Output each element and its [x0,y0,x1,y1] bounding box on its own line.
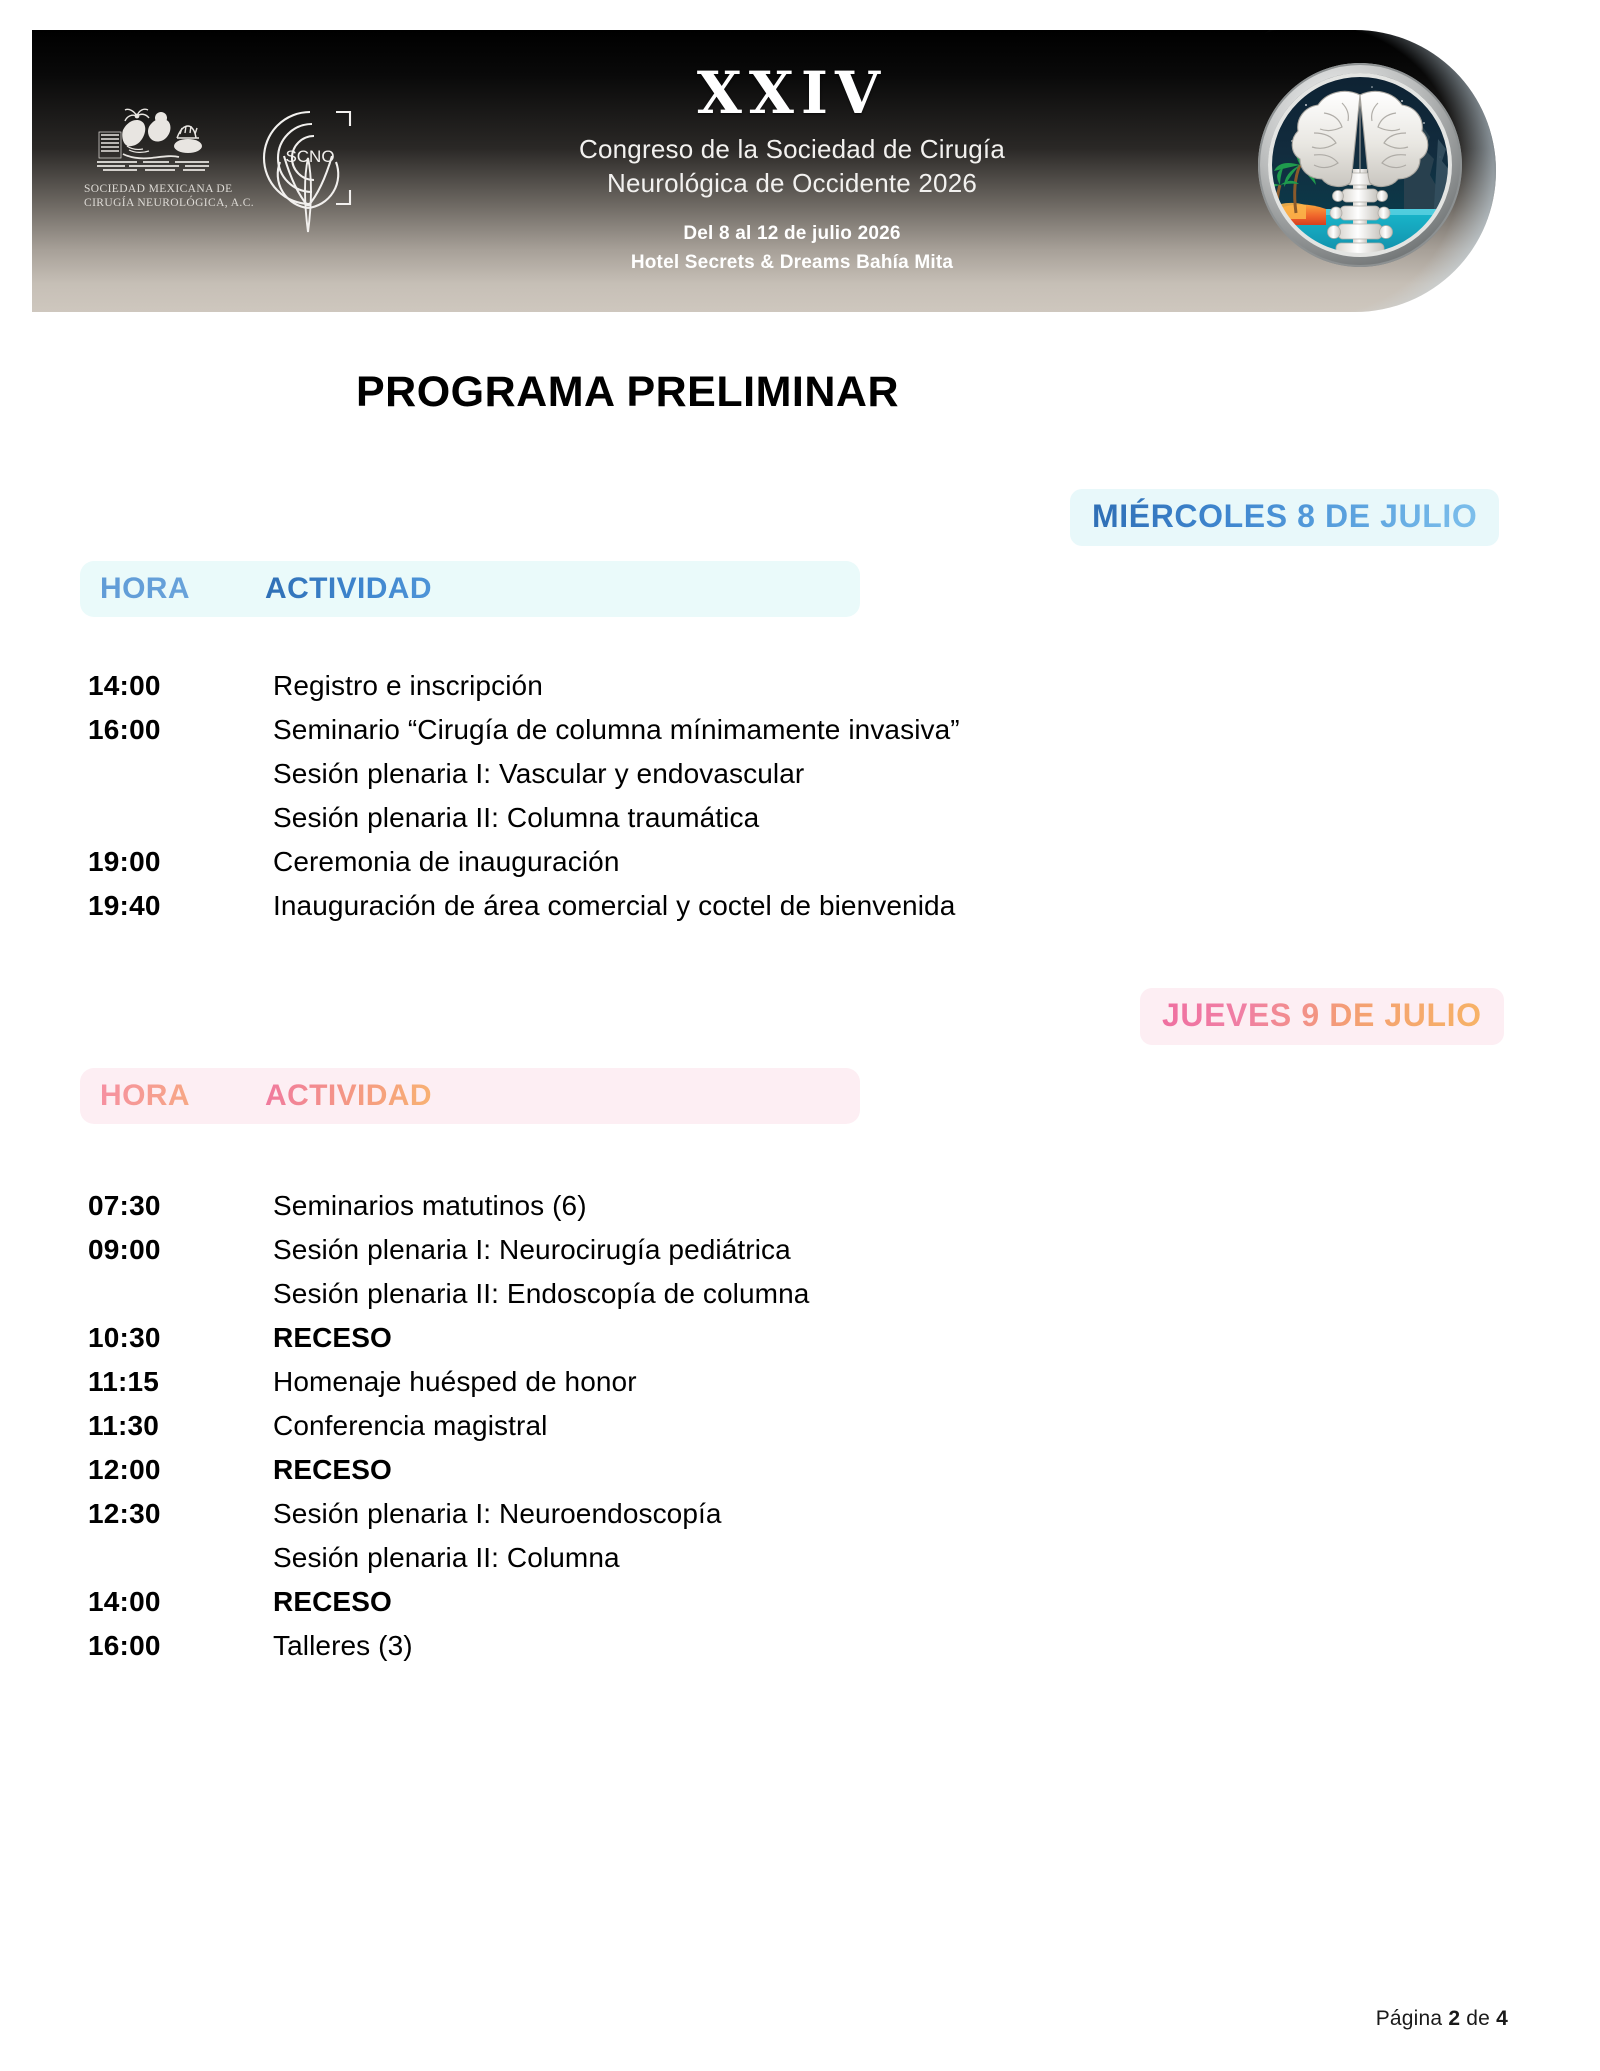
footer-separator: de [1466,2007,1491,2030]
header-banner [32,30,1496,312]
table-row [88,714,1388,758]
row-time: 09:00 [88,1234,161,1265]
column-header-actividad: ACTIVIDAD [265,1079,432,1112]
row-time: 11:15 [88,1366,160,1397]
row-time: 19:00 [88,846,161,877]
row-time: 12:00 [88,1454,161,1485]
row-activity: Seminarios matutinos (6) [273,1190,587,1221]
table-row [88,1498,1388,1542]
table-row [88,846,1388,890]
table-row [88,1366,1388,1410]
day-badge-thursday-label: JUEVES 9 DE JULIO [1162,997,1482,1033]
row-activity: RECESO [273,1322,392,1353]
banner-center-text [412,59,1172,277]
row-activity: Sesión plenaria I: Neuroendoscopía [273,1498,722,1529]
day-badge-wednesday-label: MIÉRCOLES 8 DE JULIO [1092,498,1478,534]
smcn-caption-line-1: SOCIEDAD MEXICANA DE [84,183,233,195]
table-row [88,1278,1388,1322]
row-activity: RECESO [273,1586,392,1617]
congress-line-2: Neurológica de Occidente 2026 [606,168,978,199]
table-row [88,670,1388,714]
row-activity: Seminario “Cirugía de columna mínimamente invasiva” [273,714,960,745]
footer-current-page: 2 [1448,2007,1461,2030]
column-header-hora: HORA [80,1079,265,1113]
svg-text:SCNO: SCNO [285,147,335,166]
footer-total-pages: 4 [1496,2007,1508,2030]
table-row [88,1190,1388,1234]
row-time: 11:30 [88,1410,160,1441]
smcn-caption-line-2: CIRUGÍA NEUROLÓGICA, A.C. [84,197,255,210]
table-row [88,890,1388,934]
row-time: 10:30 [88,1322,161,1353]
row-activity: Homenaje huésped de honor [273,1366,637,1397]
row-activity: Sesión plenaria II: Columna traumática [273,802,760,833]
table-row [88,802,1388,846]
day-badge-thursday [1140,988,1504,1045]
roman-numeral: XXIV [696,59,888,127]
row-time: 16:00 [88,1630,161,1661]
smcn-emblem-icon [93,102,215,176]
scno-logo-icon [250,96,366,246]
table-row [88,1542,1388,1586]
row-activity: Conferencia magistral [273,1410,548,1441]
row-time: 16:00 [88,714,161,745]
table-row [88,1234,1388,1278]
congress-venue: Hotel Secrets & Dreams Bahía Mita [630,251,954,273]
congress-dates: Del 8 al 12 de julio 2026 [683,222,901,244]
row-activity: Sesión plenaria I: Neurocirugía pediátrica [273,1234,791,1265]
day-badge-wednesday [1070,489,1499,546]
row-activity: Sesión plenaria I: Vascular y endovascular [273,758,805,789]
schedule-thursday [88,1190,1388,1674]
row-activity: Sesión plenaria II: Columna [273,1542,620,1573]
column-header-wednesday [80,561,860,617]
row-activity: RECESO [273,1454,392,1485]
page-footer [1376,2007,1508,2031]
column-header-hora: HORA [80,572,265,606]
row-time: 14:00 [88,670,161,701]
row-activity: Talleres (3) [273,1630,413,1661]
table-row [88,758,1388,802]
table-row [88,1322,1388,1366]
row-time: 07:30 [88,1190,161,1221]
schedule-wednesday [88,670,1388,934]
row-activity: Ceremonia de inauguración [273,846,620,877]
row-time: 14:00 [88,1586,161,1617]
table-row [88,1454,1388,1498]
footer-prefix: Página [1375,2007,1443,2030]
row-activity: Inauguración de área comercial y coctel de bienvenida [273,890,956,921]
column-header-thursday [80,1068,860,1124]
page-title: PROGRAMA PRELIMINAR [355,368,899,416]
table-row [88,1630,1388,1674]
column-header-actividad: ACTIVIDAD [265,572,432,605]
table-row [88,1410,1388,1454]
congress-line-1: Congreso de la Sociedad de Cirugía [579,134,1005,164]
row-time: 19:40 [88,890,161,921]
smcn-logo [84,102,255,211]
row-activity: Registro e inscripción [273,670,543,701]
row-time: 12:30 [88,1498,161,1529]
brain-spine-emblem-icon [1252,57,1468,273]
table-row [88,1586,1388,1630]
row-activity: Sesión plenaria II: Endoscopía de columna [273,1278,810,1309]
